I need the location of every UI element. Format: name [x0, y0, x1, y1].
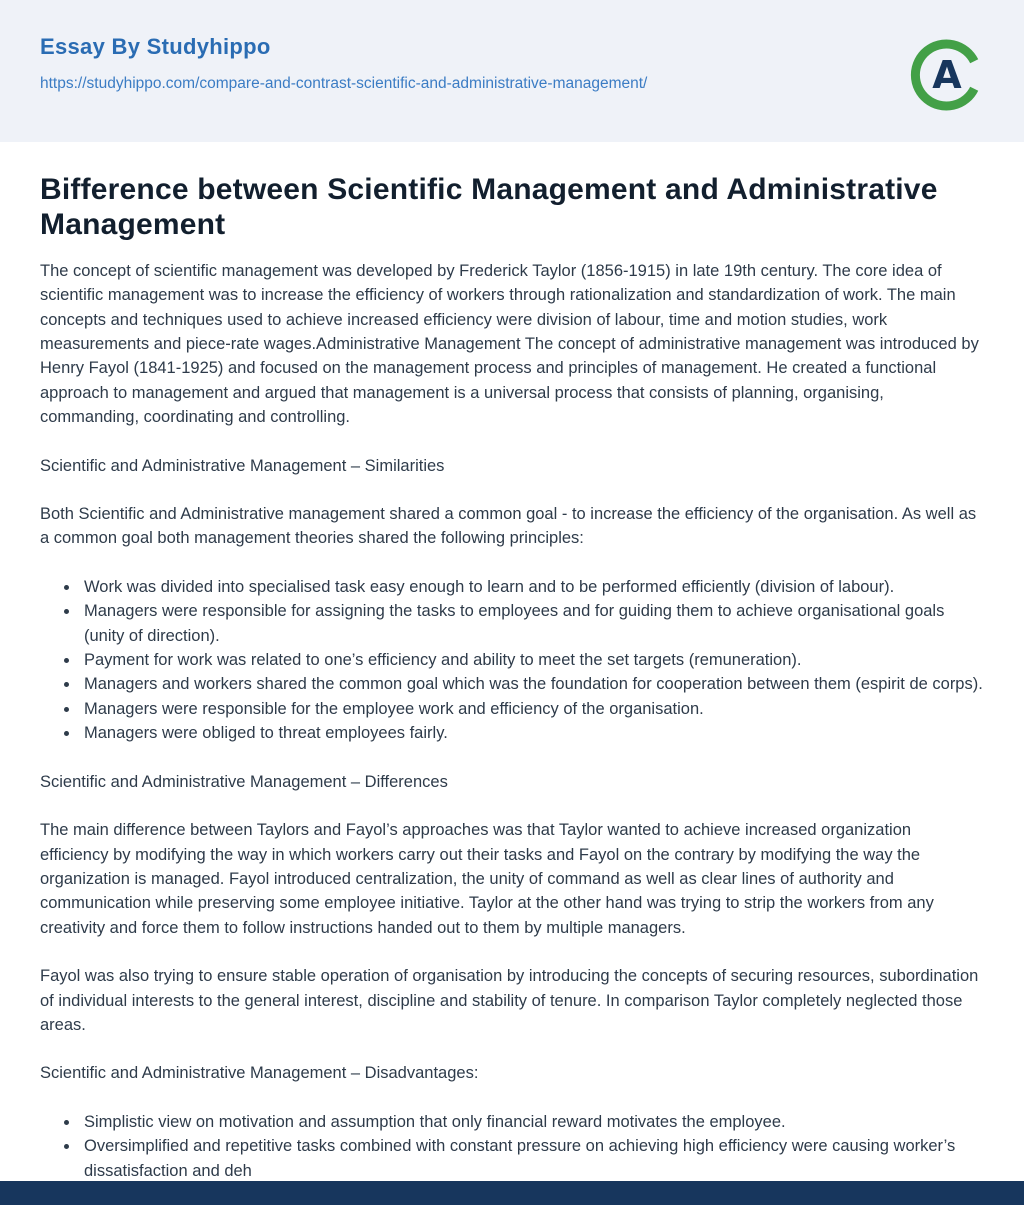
bullet-item: • Simplistic view on motivation and assumption that only financial reward motivates the employee. [80, 1110, 984, 1134]
similarities-lead: Both Scientific and Administrative management shared a common goal - to increase the efficiency of the organisation. As well as a common goal both management theories shared the following principles: [40, 505, 977, 548]
footer-bar [0, 1181, 1024, 1205]
similarities-heading: Scientific and Administrative Management – Similarities [40, 456, 445, 475]
bullet-item: • Payment for work was related to one’s efficiency and ability to meet the set targets (remuneration). [80, 648, 984, 672]
source-url-link[interactable]: https://studyhippo.com/compare-and-contrast-scientific-and-administrative-management/ [40, 75, 648, 92]
essay-byline: Essay By Studyhippo [40, 34, 271, 59]
disadvantages-heading: Scientific and Administrative Management – Disadvantages: [40, 1064, 479, 1083]
disadvantages-list [66, 1110, 984, 1183]
studyhippo-logo-icon [908, 36, 986, 114]
intro-paragraph: The concept of scientific management was developed by Frederick Taylor (1856-1915) in late 19th century. The core idea of scientific management was to increase the efficiency of workers through rationalization and standardization of work. The main concepts and techniques used to achieve increased efficiency were division of labour, time and motion studies, work measurements and piece-rate wages.Administrative Management The concept of administrative management was introduced by Henry Fayol (1841-1925) and focused on the management process and principles of management. He created a functional approach to management and argued that management is a universal process that consists of planning, organising, commanding, coordinating and controlling. [40, 261, 979, 427]
bullet-item: • Managers were responsible for the employee work and efficiency of the organisation. [80, 697, 984, 721]
differences-heading: Scientific and Administrative Management – Differences [40, 772, 448, 791]
logo-letter: A [932, 53, 962, 97]
bullet-item: • Managers were obliged to threat employees fairly. [80, 721, 984, 745]
bullet-item: • Oversimplified and repetitive tasks combined with constant pressure on achieving high efficiency were causing worker’s dissatisfaction and deh [80, 1134, 984, 1183]
studyhippo-logo [908, 36, 986, 114]
bullet-item: • Work was divided into specialised task easy enough to learn and to be performed efficiently (division of labour). [80, 575, 984, 599]
essay-content [0, 142, 1024, 1183]
page-header [0, 0, 1024, 142]
differences-paragraph-1: The main difference between Taylors and Fayol’s approaches was that Taylor wanted to achieve increased organization efficiency by modifying the way in which workers carry out their tasks and Fayol on the contrary by modifying the way the organization is managed. Fayol introduced centralization, the unity of command as well as clear lines of authority and communication while preserving some employee initiative. Taylor at the other hand was trying to strip the workers from any creativity and force them to follow instructions handed out to them by multiple managers. [40, 821, 934, 937]
bullet-item: • Managers were responsible for assigning the tasks to employees and for guiding them to achieve organisational goals (unity of direction). [80, 599, 984, 648]
differences-paragraph-2: Fayol was also trying to ensure stable operation of organisation by introducing the concepts of securing resources, subordination of individual interests to the general interest, discipline and stability of tenure. In comparison Taylor completely neglected those areas. [40, 967, 979, 1034]
similarities-list [66, 575, 984, 746]
page-title: Bifference between Scientific Management and Administrative Management [40, 173, 938, 242]
header-text-block [40, 34, 647, 93]
bullet-item: • Managers and workers shared the common goal which was the foundation for cooperation between them (espirit de corps). [80, 672, 984, 696]
